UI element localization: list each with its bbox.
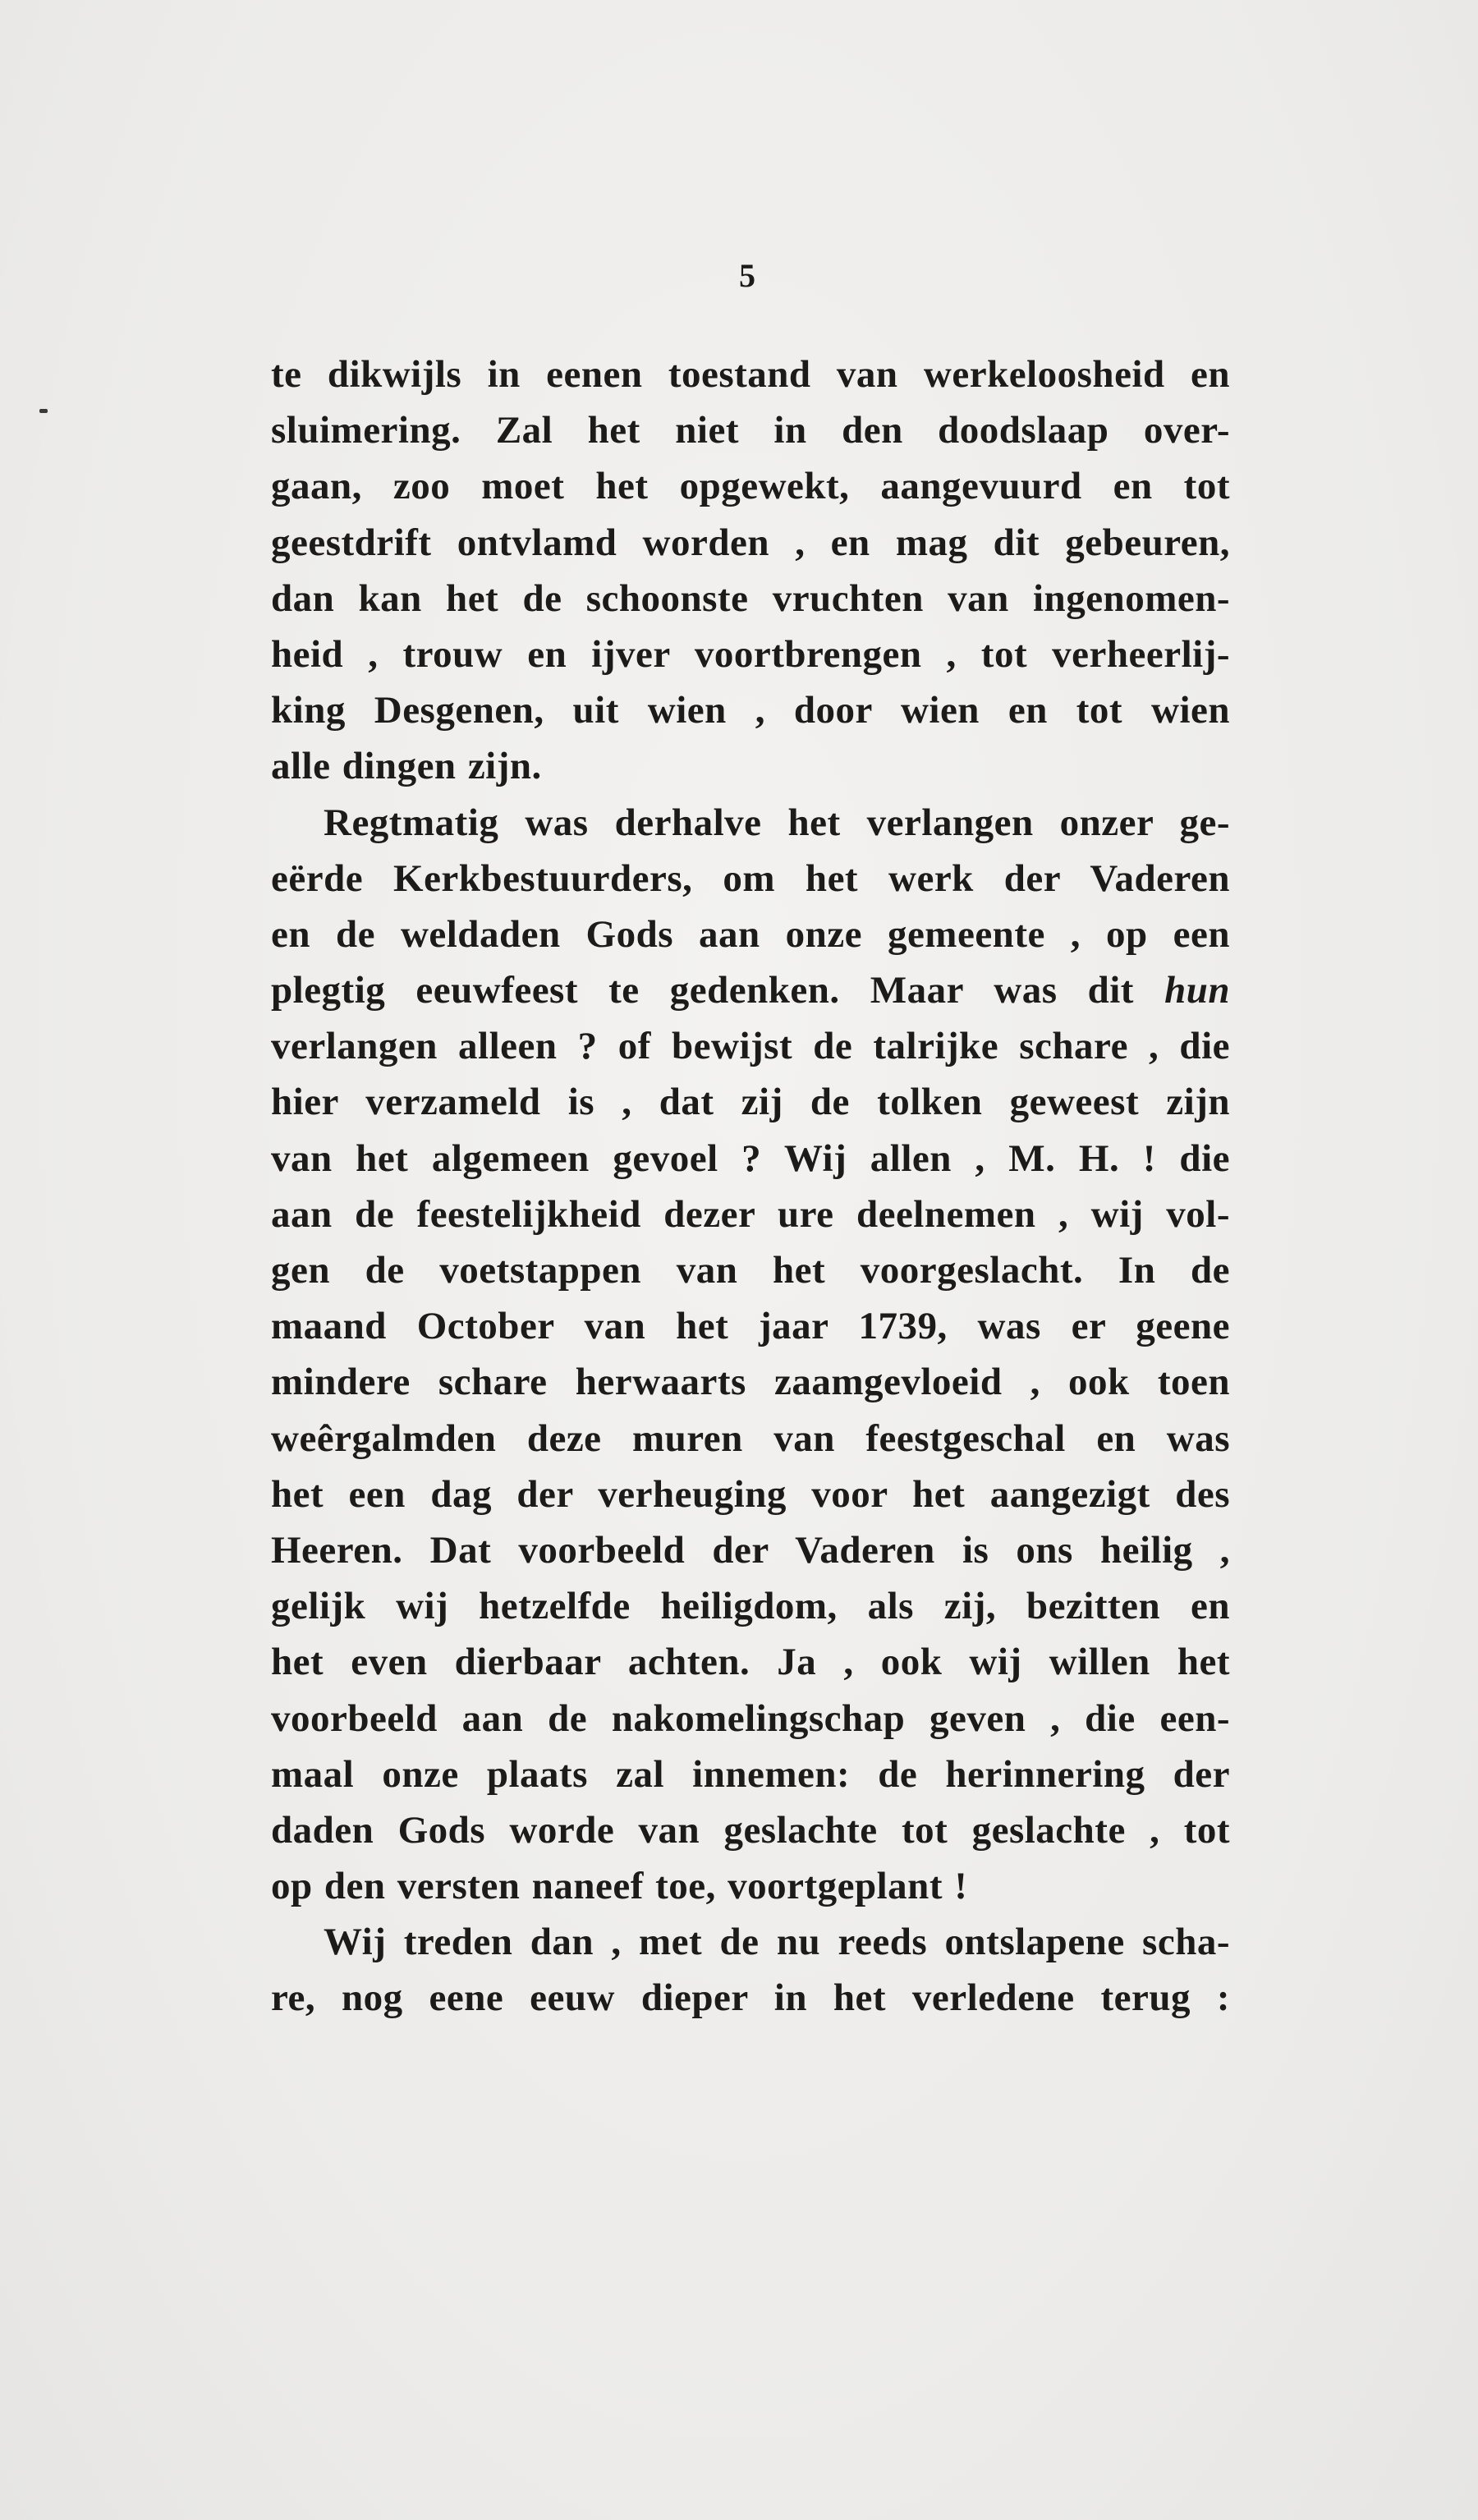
- text-line: eërde Kerkbestuurders, om het werk der Vaderen: [271, 856, 1230, 900]
- text-line: gaan, zoo moet het opgewekt, aangevuurd en tot: [271, 465, 1230, 508]
- text-line: het even dierbaar achten. Ja , ook wij willen het: [271, 1641, 1230, 1684]
- text-line: Heeren. Dat voorbeeld der Vaderen is ons heilig ,: [271, 1528, 1230, 1572]
- italic-word: hun: [1164, 969, 1230, 1012]
- text-line: hier verzameld is , dat zij de tolken geweest zijn: [271, 1081, 1230, 1124]
- text-line: gen de voetstappen van het voorgeslacht. In de: [271, 1249, 1230, 1292]
- text-line: dan kan het de schoonste vruchten van ingenomen-: [271, 576, 1230, 620]
- text-segment: plegtig eeuwfeest te gedenken. Maar was dit: [271, 969, 1165, 1012]
- text-line: aan de feestelijkheid dezer ure deelnemen , wij vol-: [271, 1192, 1230, 1236]
- text-line: mindere schare herwaarts zaamgevloeid , ook toen: [271, 1361, 1230, 1404]
- text-line: Wij treden dan , met de nu reeds ontslapene scha-: [324, 1921, 1230, 1964]
- text-line: het een dag der verheuging voor het aangezigt des: [271, 1472, 1230, 1516]
- text-line: op den versten naneef toe, voortgeplant !: [271, 1865, 968, 1908]
- text-line: voorbeeld aan de nakomelingschap geven , die een-: [271, 1696, 1230, 1740]
- text-line: king Desgenen, uit wien , door wien en tot wien: [271, 689, 1230, 732]
- text-line: en de weldaden Gods aan onze gemeente , op een: [271, 912, 1230, 956]
- text-line: van het algemeen gevoel ? Wij allen , M. H. ! die: [271, 1136, 1230, 1180]
- page-number: 5: [739, 257, 755, 294]
- text-line: daden Gods worde van geslachte tot geslachte , tot: [271, 1808, 1230, 1852]
- ink-speck: [39, 409, 48, 413]
- text-line: maand October van het jaar 1739, was er geene: [271, 1305, 1230, 1348]
- text-line: maal onze plaats zal innemen: de herinnering der: [271, 1752, 1230, 1796]
- text-line: weêrgalmden deze muren van feestgeschal en was: [271, 1416, 1230, 1460]
- body-text: [271, 347, 1230, 2027]
- text-line: verlangen alleen ? of bewijst de talrijke schare , die: [271, 1025, 1230, 1068]
- text-line: gelijk wij hetzelfde heiligdom, als zij, bezitten en: [271, 1585, 1230, 1628]
- text-line: sluimering. Zal het niet in den doodslaap over-: [271, 409, 1230, 452]
- text-line: heid , trouw en ijver voortbrengen , tot verheerlij-: [271, 632, 1230, 676]
- text-line: alle dingen zijn.: [271, 745, 542, 788]
- text-line: Regtmatig was derhalve het verlangen onzer ge-: [324, 801, 1230, 844]
- text-line-with-italic: [271, 962, 1230, 1018]
- text-line: te dikwijls in eenen toestand van werkeloosheid en: [271, 353, 1230, 396]
- text-line: geestdrift ontvlamd worden , en mag dit gebeuren,: [271, 521, 1230, 564]
- text-line: re, nog eene eeuw dieper in het verledene terug :: [271, 1976, 1230, 2020]
